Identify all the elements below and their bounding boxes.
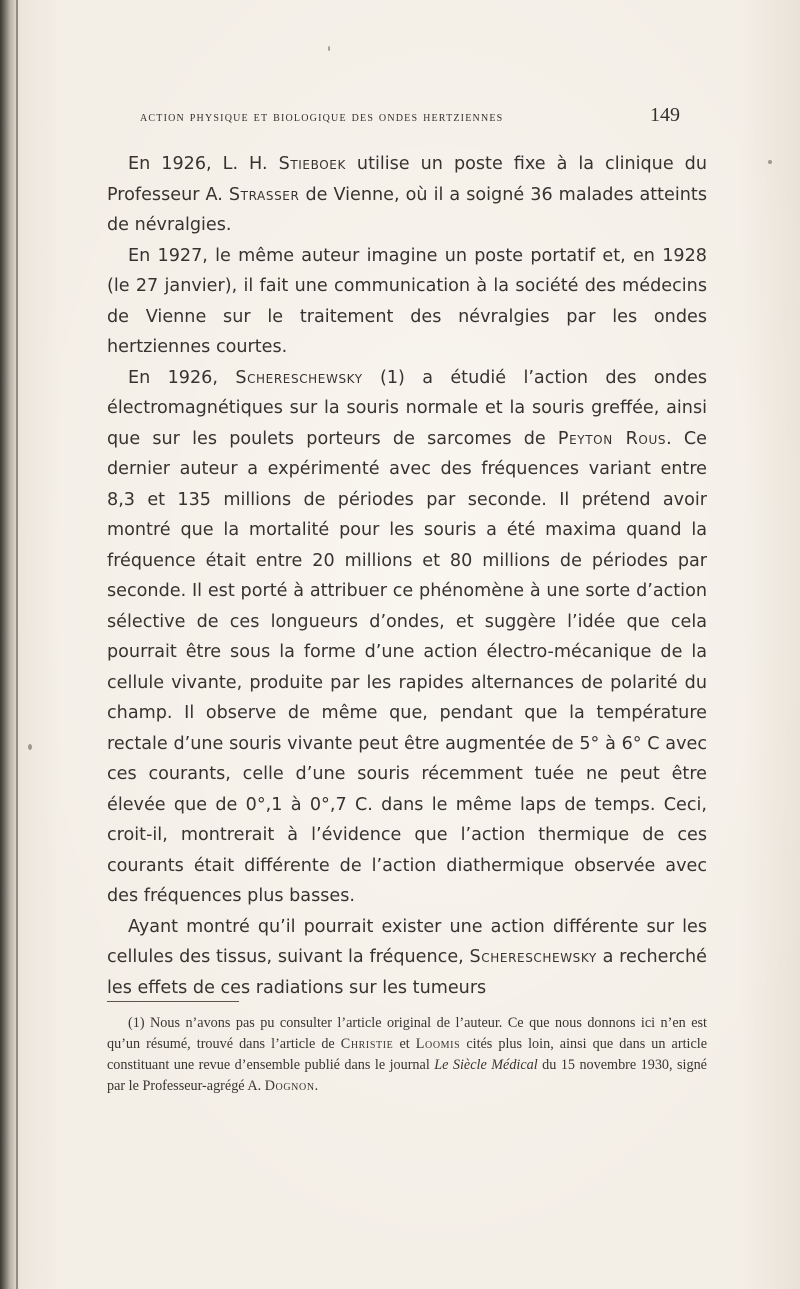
text-run: de Vienne, où il a soigné 36 malades atteints de névralgies. bbox=[107, 184, 707, 235]
paragraph bbox=[107, 912, 707, 1004]
paper-speck bbox=[28, 744, 32, 750]
text-run: En 1926, bbox=[128, 367, 236, 388]
text-run: (1) Nous n’avons pas pu consulter l’article original de l’auteur. Ce que nous donnons ici n’en est qu’un résumé, trouvé dans l’article de bbox=[107, 1015, 707, 1052]
paragraph bbox=[107, 363, 707, 912]
text-run: du 15 novembre 1930, signé par le Professeur-agrégé A. bbox=[107, 1057, 707, 1094]
text-run: En 1927, le même auteur imagine un poste portatif et, en 1928 (le 27 janvier), il fait une communication à la société des médecins de Vienne sur le traitement des névralgies par les ondes hertziennes courtes. bbox=[107, 245, 707, 357]
page-number: 149 bbox=[650, 104, 680, 126]
text-run: a recherché les effets de ces radiations sur les tumeurs bbox=[107, 947, 707, 998]
text-run: . bbox=[314, 1078, 319, 1094]
text-run: En 1926, L. H. bbox=[128, 154, 279, 174]
author-name: Schereschewsky bbox=[469, 947, 597, 967]
text-run: utilise un poste fixe à la clinique du Professeur A. bbox=[107, 154, 707, 205]
paragraph bbox=[107, 149, 707, 241]
text-run: et bbox=[393, 1036, 416, 1052]
text-run: Ayant montré qu’il pourrait exister une action différente sur les cellules des tissus, suivant la fréquence, bbox=[107, 916, 707, 967]
author-name: Dognon bbox=[264, 1078, 315, 1094]
running-head bbox=[140, 104, 680, 134]
paper-speck bbox=[768, 160, 772, 164]
body-text bbox=[107, 149, 707, 1003]
author-name: Loomis bbox=[415, 1036, 461, 1052]
author-name: Schereschewsky bbox=[235, 367, 363, 388]
footnote bbox=[107, 1013, 707, 1097]
paper-speck bbox=[328, 46, 330, 51]
paragraph bbox=[107, 241, 707, 363]
footnote-rule bbox=[107, 1001, 239, 1002]
running-title: action physique et biologique des ondes hertziennes bbox=[140, 109, 504, 125]
text-run: (1) a étudié l’action des ondes électromagnétiques sur la souris normale et la souris greffée, ainsi que sur les poulets porteurs de sarcomes de bbox=[107, 367, 707, 449]
author-name: Peyton Rous bbox=[557, 428, 667, 449]
journal-title: Le Siècle Médical bbox=[434, 1057, 538, 1073]
text-run: cités plus loin, ainsi que dans un article constituant une revue d’ensemble publié dans le journal bbox=[107, 1036, 707, 1073]
author-name: Christie bbox=[340, 1036, 394, 1052]
page-binding-line bbox=[16, 0, 18, 1289]
text-run: . Ce dernier auteur a expérimenté avec des fréquences variant entre 8,3 et 135 millions de périodes par seconde. Il prétend avoir montré que la mortalité pour les souris a été maxima quand la fréquence était entre 20 millions et 80 millions de périodes par seconde. Il est porté à attribuer ce phénomène à une sorte d’action sélective de ces longueurs d’ondes, et suggère l’idée que cela pourrait être sous la forme d’une action électro-mécanique de la cellule vivante, produite par les rapides alternances de polarité du champ. Il observe de même que, pendant que la température rectale d’une souris vivante peut être augmentée de 5° à 6° C avec ces courants, celle d’une souris récemment tuée ne peut être élevée que de 0°,1 à 0°,7 C. dans le même laps de temps. Ceci, croit-il, montrerait à l’évidence que l’action thermique de ces courants était différente de l’action diathermique observée avec des fréquences plus basses. bbox=[107, 428, 707, 906]
author-name: Stieboek bbox=[278, 154, 346, 174]
author-name: Strasser bbox=[228, 184, 300, 205]
